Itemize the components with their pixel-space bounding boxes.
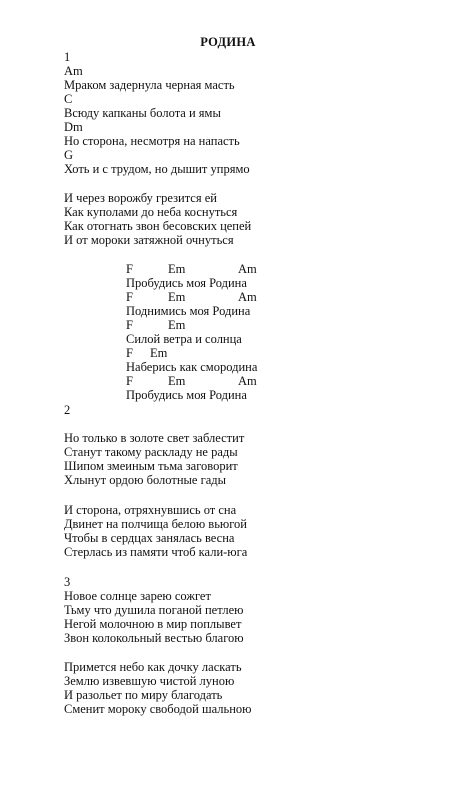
chorus-line: Наберись как смородина	[126, 360, 258, 374]
lyric-line: И разольет по миру благодать	[64, 688, 223, 702]
chorus-chord: F	[126, 374, 133, 388]
lyric-line: Но сторона, несмотря на напасть	[64, 134, 240, 148]
chorus-chord: F	[126, 290, 133, 304]
chorus-chord: Em	[168, 262, 186, 276]
chorus-line: Силой ветра и солнца	[126, 332, 242, 346]
lyric-line: Хоть и с трудом, но дышит упрямо	[64, 162, 250, 176]
lyric-line: Мраком задернула черная масть	[64, 78, 235, 92]
song-title: РОДИНА	[200, 35, 256, 49]
chorus-line: Поднимись моя Родина	[126, 304, 251, 318]
chorus-chord: Em	[168, 374, 186, 388]
chorus-chord: F	[126, 318, 133, 332]
chord-line: Am	[64, 64, 83, 78]
lyric-line: Стерлась из памяти чтоб кали-юга	[64, 545, 248, 559]
lyric-line: Чтобы в сердцах занялась весна	[64, 531, 235, 545]
chord-line: C	[64, 92, 73, 106]
lyric-line: Землю извевшую чистой луною	[64, 674, 235, 688]
lyric-line: Звон колокольный вестью благою	[64, 631, 244, 645]
chorus-line: Пробудись моя Родина	[126, 276, 247, 290]
lyric-line: Станут такому раскладу не рады	[64, 445, 238, 459]
lyric-line: Тьму что душила поганой петлею	[64, 603, 244, 617]
chorus-chord: Em	[168, 318, 186, 332]
chorus-line: Пробудись моя Родина	[126, 388, 247, 402]
lyric-line: Двинет на полчища белою вьюгой	[64, 517, 247, 531]
lyric-line: Хлынут ордою болотные гады	[64, 473, 227, 487]
lyric-line: И от мороки затяжной очнуться	[64, 233, 234, 247]
lyric-line: Но только в золоте свет заблестит	[64, 431, 245, 445]
lyric-line: И через ворожбу грезится ей	[64, 191, 217, 205]
chorus-chord: Am	[238, 262, 257, 276]
chorus-chord: Em	[150, 346, 168, 360]
chorus-chord: Em	[168, 290, 186, 304]
lyric-line: Примется небо как дочку ласкать	[64, 660, 242, 674]
chorus-chord: Am	[238, 290, 257, 304]
verse-number: 2	[64, 403, 71, 417]
lyric-line: Новое солнце зарею сожгет	[64, 589, 211, 603]
chorus-chord: F	[126, 346, 133, 360]
verse-number: 1	[64, 50, 71, 64]
verse-number: 3	[64, 575, 71, 589]
chord-line: G	[64, 148, 74, 162]
lyric-line: Сменит мороку свободой шальною	[64, 702, 252, 716]
lyric-line: Всюду капканы болота и ямы	[64, 106, 221, 120]
lyric-line: Негой молочною в мир поплывет	[64, 617, 242, 631]
lyric-line: Как куполами до неба коснуться	[64, 205, 238, 219]
chord-line: Dm	[64, 120, 83, 134]
lyric-line: Как отогнать звон бесовских цепей	[64, 219, 252, 233]
chorus-chord: Am	[238, 374, 257, 388]
lyric-line: И сторона, отряхнувшись от сна	[64, 503, 237, 517]
lyric-line: Шипом змеиным тьма заговорит	[64, 459, 238, 473]
chorus-chord: F	[126, 262, 133, 276]
